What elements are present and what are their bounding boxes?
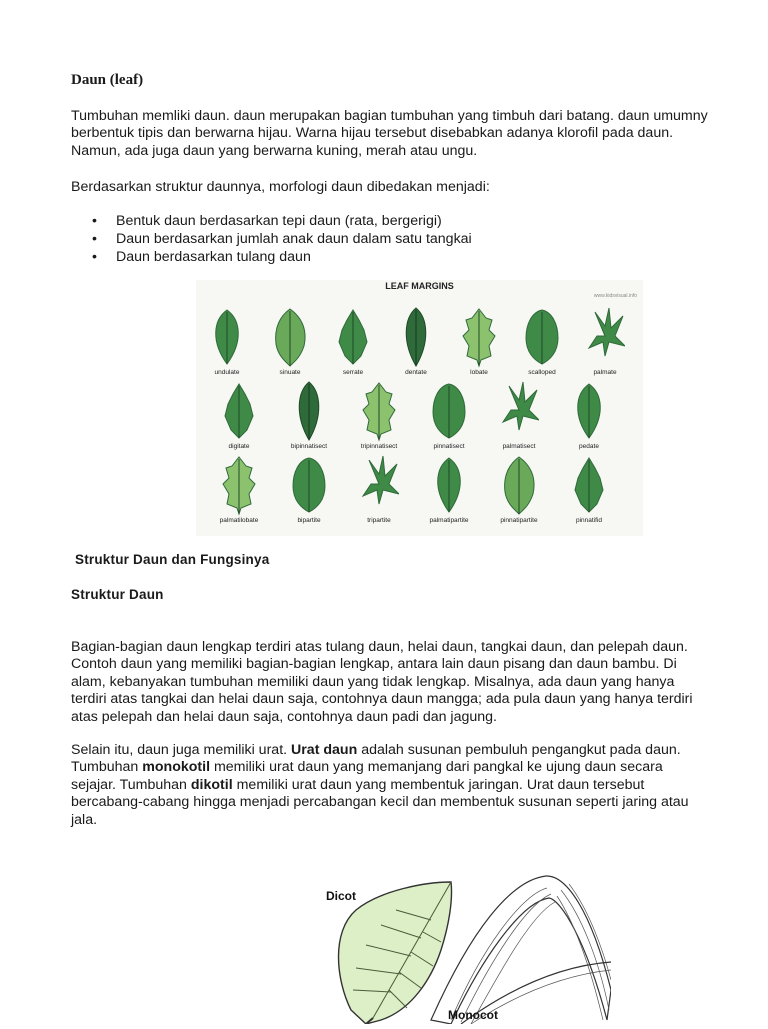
leaf-icon	[289, 380, 329, 442]
morphology-list	[71, 212, 472, 266]
subsection-heading: Struktur Daun	[71, 587, 164, 602]
leaf-icon	[569, 380, 609, 442]
leaf-icon	[219, 454, 259, 516]
leaf-icon	[569, 454, 609, 516]
leaf-palmatisect	[490, 380, 548, 450]
leaf-serrate	[324, 306, 382, 376]
figure-title: LEAF MARGINS	[385, 281, 454, 291]
leaf-label: pinnatisect	[433, 443, 465, 450]
dicot-leaf	[339, 882, 452, 1024]
leaf-label: dentate	[405, 369, 427, 376]
leaf-label: digitate	[228, 443, 250, 450]
leaf-pinnatisect	[420, 380, 478, 450]
leaf-label: pinnatifid	[575, 517, 603, 524]
leaf-icon	[270, 306, 310, 368]
text-run: adalah susunan pembuluh pengangkut pada daun. Tumbuhan	[71, 742, 681, 776]
leaf-icon	[429, 380, 469, 442]
leaf-label: undulate	[214, 369, 240, 376]
leaf-label: pinnatipartite	[500, 517, 538, 524]
leaf-label: scalloped	[528, 369, 556, 376]
dicot-label: Dicot	[326, 889, 356, 903]
leaf-label: palmatilobate	[219, 517, 259, 524]
leaf-digitate	[210, 380, 268, 450]
leaf-icon	[219, 380, 259, 442]
leaf-label: tripartite	[367, 517, 391, 524]
leaf-icon	[359, 454, 399, 516]
leaf-label: tripinnatisect	[360, 443, 398, 450]
text-run: memiliki urat daun yang memanjang dari pangkal ke ujung daun secara sejajar. Tumbuhan	[71, 759, 663, 793]
bold-term: Urat daun	[291, 742, 358, 758]
page-title: Daun (leaf)	[71, 72, 144, 88]
section-heading: Struktur Daun dan Fungsinya	[75, 552, 270, 567]
leaf-sinuate	[261, 306, 319, 376]
list-item: • Daun berdasarkan jumlah anak daun dalam satu tangkai	[71, 230, 472, 248]
leaf-dentate	[387, 306, 445, 376]
structure-paragraph: Bagian-bagian daun lengkap terdiri atas tulang daun, helai daun, tangkai daun, dan pelepah daun. Contoh daun yang memiliki bagian-bagian lengkap, antara lain daun pisang dan daun bambu. Di alam, kebanyakan tumbuhan memiliki daun yang tidak lengkap. Misalnya, ada daun yang hanya terdiri atas tangkai dan helai daun saja, contohnya daun mangga; ada pula daun yang hanya terdiri atas pelepah dan helai daun saja, contohnya daun padi dan jagung.	[71, 639, 693, 725]
bold-term: monokotil	[142, 759, 211, 776]
leaf-tripinnatisect	[350, 380, 408, 450]
leaf-label: serrate	[342, 369, 364, 376]
leaf-palmatilobate	[210, 454, 268, 524]
leaf-icon	[585, 306, 625, 368]
leaf-icon	[289, 454, 329, 516]
leaf-lobate	[450, 306, 508, 376]
list-item: • Daun berdasarkan tulang daun	[71, 248, 472, 266]
leaf-icon	[333, 306, 373, 368]
leaf-icon	[499, 380, 539, 442]
dicot-monocot-figure	[311, 870, 611, 1024]
leaf-palmate	[576, 306, 634, 376]
monocot-leaf	[431, 876, 611, 1024]
dicot-monocot-drawing	[311, 870, 611, 1024]
leaf-label: palmatipartite	[429, 517, 469, 524]
leaf-label: pedate	[579, 443, 599, 450]
monocot-label: Monocot	[448, 1008, 498, 1022]
leaf-label: palmate	[593, 369, 617, 376]
bold-term: dikotil	[190, 776, 233, 793]
leaf-icon	[207, 306, 247, 368]
leaf-label: palmatisect	[502, 443, 536, 450]
leaf-icon	[429, 454, 469, 516]
leaf-pedate	[560, 380, 618, 450]
leaf-icon	[459, 306, 499, 368]
leaf-tripartite	[350, 454, 408, 524]
figure-source: www.kidsvisual.info	[593, 293, 637, 299]
veins-paragraph	[71, 742, 711, 829]
leaf-undulate	[198, 306, 256, 376]
leaf-scalloped	[513, 306, 571, 376]
leaf-bipinnatisect	[280, 380, 338, 450]
leaf-label: bipartite	[297, 517, 321, 524]
intro-paragraph: Tumbuhan memliki daun. daun merupakan bagian tumbuhan yang timbuh dari batang. daun umumny berbentuk tipis dan berwarna hijau. Warna hijau tersebut disebabkan adanya klorofil pada daun. Namun, ada juga daun yang berwarna kuning, merah atau ungu.	[71, 108, 708, 159]
leaf-label: sinuate	[279, 369, 301, 376]
text-run: Selain itu, daun juga memiliki urat.	[71, 742, 292, 758]
leaf-icon	[359, 380, 399, 442]
leaf-icon	[499, 454, 539, 516]
leaf-icon	[396, 306, 436, 368]
leaf-label: lobate	[470, 369, 488, 376]
leaf-palmatipartite	[420, 454, 478, 524]
leaf-margins-figure	[196, 280, 643, 536]
leaf-bipartite	[280, 454, 338, 524]
morphology-intro: Berdasarkan struktur daunnya, morfologi daun dibedakan menjadi:	[71, 179, 490, 195]
text-run: memiliki urat daun yang membentuk jaringan. Urat daun tersebut bercabang-cabang hingga menjadi percabangan kecil dan membentuk susunan seperti jaring atau jala.	[71, 776, 689, 828]
leaf-label: bipinnatisect	[290, 443, 328, 450]
list-item: • Bentuk daun berdasarkan tepi daun (rata, bergerigi)	[71, 212, 472, 230]
leaf-icon	[522, 306, 562, 368]
leaf-pinnatipartite	[490, 454, 548, 524]
leaf-pinnatifid	[560, 454, 618, 524]
